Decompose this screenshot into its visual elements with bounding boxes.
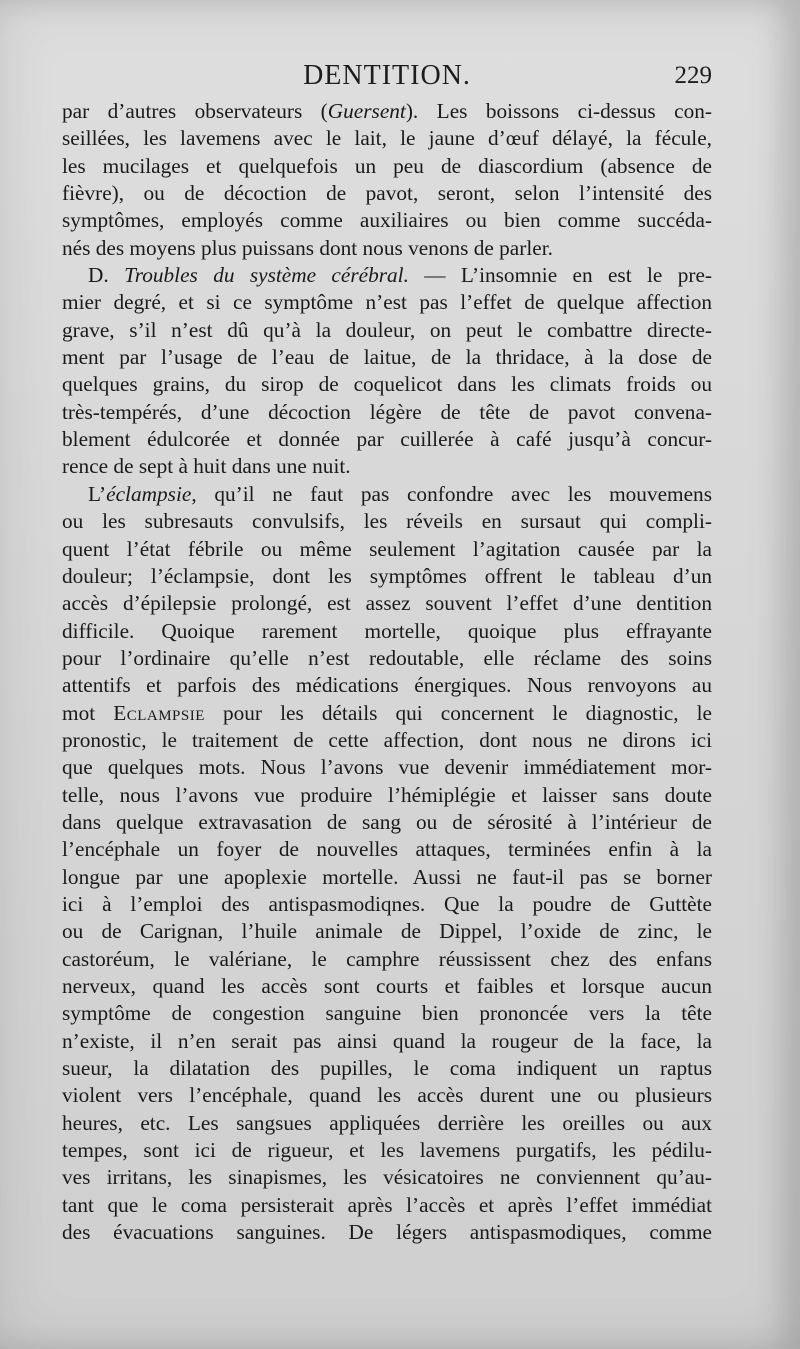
text-run: par d’autres observateurs ( — [62, 99, 328, 123]
text-line — [62, 946, 712, 973]
text-run: les mucilages et quelquefois un peu de diascordium (absence de — [62, 153, 712, 178]
text-line — [62, 1000, 712, 1027]
running-title: DENTITION. — [303, 60, 471, 91]
text-run: difficile. Quoique rarement mortelle, quoique plus effrayante — [62, 618, 712, 643]
text-line — [62, 289, 712, 316]
text-run: que quelques mots. Nous l’avons vue devenir immédiatement mor- — [62, 755, 712, 780]
text-line — [62, 836, 712, 863]
text-line — [62, 891, 712, 918]
text-run: pronostic, le traitement de cette affection, dont nous ne dirons ici — [62, 727, 712, 752]
text-line — [62, 1028, 712, 1055]
text-run: pour l’ordinaire qu’elle n’est redoutable, elle réclame des soins — [62, 645, 712, 670]
small-caps-text: Eclampsie — [113, 700, 205, 725]
text-line — [62, 727, 712, 754]
text-run: ment par l’usage de l’eau de laitue, de la thridace, à la dose de — [62, 345, 712, 370]
text-run: mier degré, et si ce symptôme n’est pas l’effet de quelque affection — [62, 290, 712, 315]
italic-text: Troubles du système cérébral. — [124, 263, 409, 288]
text-line — [62, 399, 712, 426]
text-line — [62, 153, 712, 180]
text-run: pour les détails qui concernent le diagnostic, le — [204, 700, 712, 725]
italic-text: Guersent — [327, 99, 406, 123]
text-line — [62, 672, 712, 699]
text-run: ici à l’emploi des antispasmodiqnes. Que la poudre de Guttète — [62, 891, 712, 916]
text-line — [62, 508, 712, 535]
text-run: ou les subresauts convulsifs, les réveils en sursaut qui compli- — [62, 509, 712, 534]
text-line — [62, 317, 712, 344]
text-line — [62, 371, 712, 398]
text-line — [62, 1055, 712, 1082]
text-run: ou de Carignan, l’huile animale de Dippel, l’oxide de zinc, le — [62, 919, 712, 944]
text-run: castoréum, le valériane, le camphre réussissent chez des enfans — [62, 946, 712, 971]
text-line — [62, 618, 712, 645]
text-run: grave, s’il n’est dû qu’à la douleur, on peut le combattre directe- — [62, 317, 712, 342]
text-run: accès d’épilepsie prolongé, est assez souvent l’effet d’une dentition — [62, 591, 712, 616]
text-line — [62, 1164, 712, 1191]
body-text — [62, 98, 712, 1246]
text-line — [62, 1137, 712, 1164]
text-line — [62, 754, 712, 781]
text-run: fièvre), ou de décoction de pavot, seront, selon l’intensité des — [62, 181, 712, 206]
text-line — [62, 782, 712, 809]
text-line — [62, 125, 712, 152]
text-run: heures, etc. Les sangsues appliquées derrière les oreilles ou aux — [62, 1110, 712, 1135]
text-line — [62, 344, 712, 371]
text-run: n’existe, il n’en serait pas ainsi quand la rougeur de la face, la — [62, 1028, 712, 1053]
text-run: ). Les boissons ci-dessus con- — [405, 99, 712, 123]
text-run: très-tempérés, d’une décoction légère de tête de pavot convena- — [62, 399, 712, 424]
text-run: , qu’il ne faut pas confondre avec les mouvemens — [191, 481, 712, 506]
text-line — [62, 98, 712, 125]
text-run: nés des moyens plus puissans dont nous venons de parler. — [62, 235, 553, 260]
text-line — [62, 1082, 712, 1109]
text-run: tempes, sont ici de rigueur, et les lavemens purgatifs, les pédilu- — [62, 1138, 712, 1163]
text-line — [62, 1192, 712, 1219]
text-line — [62, 453, 712, 480]
text-run: longue par une apoplexie mortelle. Aussi ne faut-il pas se borner — [62, 864, 712, 889]
text-run: symptômes, employés comme auxiliaires ou bien comme succéda- — [62, 208, 712, 233]
text-run: quent l’état fébrile ou même seulement l’agitation causée par la — [62, 536, 712, 561]
page-number: 229 — [674, 62, 712, 89]
text-run: rence de sept à huit dans une nuit. — [62, 454, 351, 479]
text-line — [62, 590, 712, 617]
text-run: des évacuations sanguines. De légers antispasmodiques, comme — [62, 1220, 712, 1245]
text-run: D. — [88, 263, 125, 288]
page-header — [62, 60, 712, 100]
text-run: sueur, la dilatation des pupilles, le coma indiquent un raptus — [62, 1056, 712, 1081]
text-run: ves irritans, les sinapismes, les vésicatoires ne conviennent qu’au- — [62, 1165, 712, 1190]
text-line — [62, 973, 712, 1000]
text-run: dans quelque extravasation de sang ou de sérosité à l’intérieur de — [62, 809, 712, 834]
text-run: violent vers l’encéphale, quand les accès durent une ou plusieurs — [62, 1083, 712, 1108]
text-line — [62, 1219, 712, 1246]
text-run: attentifs et parfois des médications énergiques. Nous renvoyons au — [62, 673, 712, 698]
text-line — [62, 481, 712, 508]
text-run: douleur; l’éclampsie, dont les symptômes offrent le tableau d’un — [62, 563, 712, 588]
text-line — [62, 809, 712, 836]
text-run: quelques grains, du sirop de coquelicot dans les climats froids ou — [62, 372, 712, 397]
text-line — [62, 180, 712, 207]
text-run: symptôme de congestion sanguine bien prononcée vers la tête — [62, 1001, 712, 1026]
text-line — [62, 918, 712, 945]
text-run: tant que le coma persisterait après l’accès et après l’effet immédiat — [62, 1192, 712, 1217]
text-line — [62, 536, 712, 563]
text-run: mot — [62, 700, 114, 725]
text-run: seillées, les lavemens avec le lait, le jaune d’œuf délayé, la fécule, — [62, 126, 712, 151]
text-line — [62, 864, 712, 891]
text-run: blement édulcorée et donnée par cuillerée à café jusqu’à concur- — [62, 427, 712, 452]
italic-text: éclampsie — [106, 481, 192, 506]
text-line — [62, 563, 712, 590]
text-line — [62, 235, 712, 262]
text-line — [62, 645, 712, 672]
text-run: telle, nous l’avons vue produire l’hémiplégie et laisser sans doute — [62, 782, 712, 807]
text-run: — L’insomnie en est le pre- — [408, 263, 712, 288]
text-line — [62, 1110, 712, 1137]
text-run: nerveux, quand les accès sont courts et faibles et lorsque aucun — [62, 974, 712, 998]
text-run: l’encéphale un foyer de nouvelles attaques, terminées enfin à la — [62, 837, 712, 862]
text-line — [62, 700, 712, 727]
text-line — [62, 262, 712, 289]
text-line — [62, 426, 712, 453]
text-run: L’ — [88, 481, 107, 506]
text-line — [62, 207, 712, 234]
